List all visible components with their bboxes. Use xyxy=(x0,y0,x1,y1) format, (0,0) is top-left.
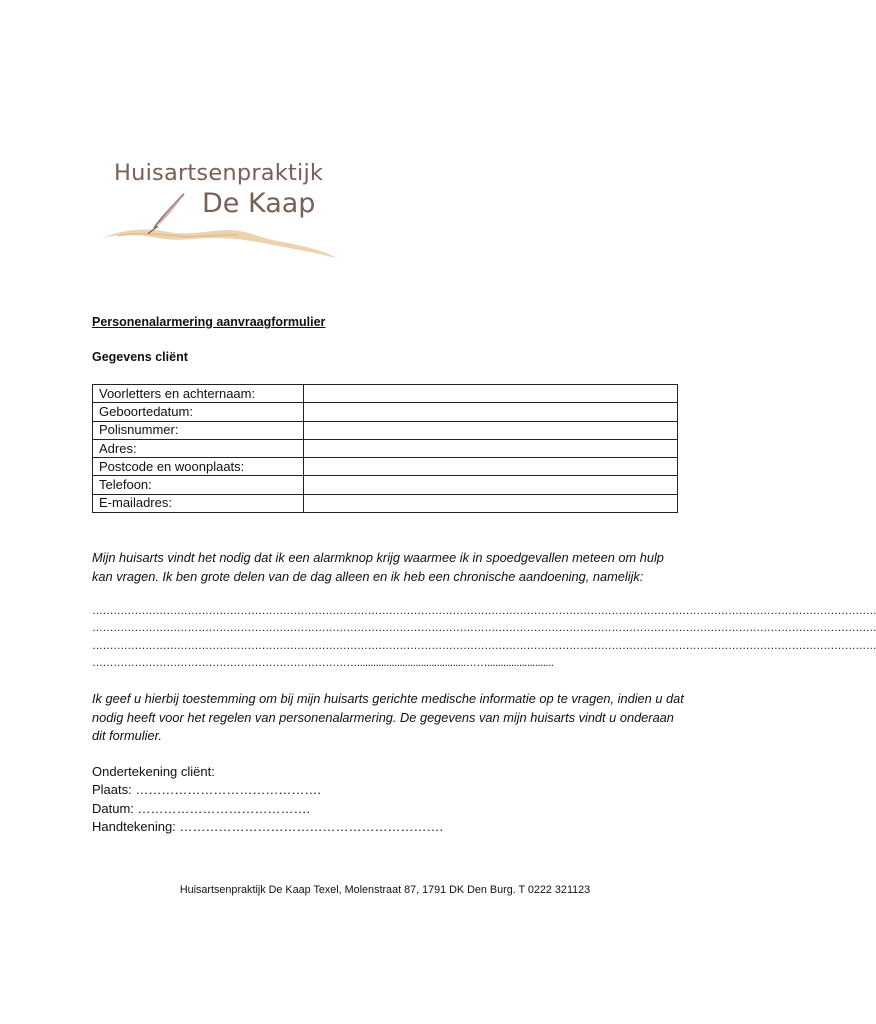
table-row xyxy=(93,439,678,457)
signature-section xyxy=(92,763,443,836)
logo-title-line2: De Kaap xyxy=(202,188,316,219)
table-row xyxy=(93,458,678,476)
condition-fill-lines xyxy=(92,603,876,672)
field-label: Adres: xyxy=(93,439,304,457)
date-field[interactable]: Datum: …………………………………. xyxy=(92,800,311,816)
field-input[interactable] xyxy=(304,439,678,457)
table-row xyxy=(93,476,678,494)
dotted-line[interactable]: …………………………………………………………………………………………………………………………………………………………………………………………………… xyxy=(92,639,876,652)
condition-statement: Mijn huisarts vindt het nodig dat ik een alarmknop krijg waarmee ik in spoedgevallen meteen om hulp kan vragen. Ik ben grote delen van de dag alleen en ik heb een chronische aandoening, namelijk: xyxy=(92,550,664,584)
dotted-line[interactable]: …………………………………………………………………………………………………………………………………………………………………………………………………… xyxy=(92,622,876,635)
dotted-line[interactable]: ………………………………………………………………….........................................……......................... xyxy=(92,656,554,669)
signature-heading: Ondertekening cliënt: xyxy=(92,764,215,779)
client-data-table xyxy=(92,384,678,513)
place-field[interactable]: Plaats: ……………………………………. xyxy=(92,782,321,798)
logo-title-line1: Huisartsenpraktijk xyxy=(114,160,324,186)
field-label: Polisnummer: xyxy=(93,421,304,439)
footer-contact: Huisartsenpraktijk De Kaap Texel, Molenstraat 87, 1791 DK Den Burg. T 0222 321123 xyxy=(179,884,591,896)
signature-field[interactable]: Handtekening: ……………………………………………………. xyxy=(92,818,444,834)
dotted-line[interactable]: …………………………………………………………………………………………………………………………………………………………………………………………………… xyxy=(92,605,876,617)
field-label: Telefoon: xyxy=(93,476,304,494)
field-label: E-mailadres: xyxy=(93,494,304,512)
field-label: Geboortedatum: xyxy=(93,403,304,421)
field-input[interactable] xyxy=(304,385,678,403)
table-row xyxy=(93,403,678,421)
field-input[interactable] xyxy=(304,494,678,512)
practice-logo xyxy=(98,158,338,262)
table-row xyxy=(93,494,678,512)
document-title: Personenalarmering aanvraagformulier xyxy=(92,315,326,329)
field-label: Postcode en woonplaats: xyxy=(93,458,304,476)
consent-statement: Ik geef u hierbij toestemming om bij mijn huisarts gerichte medische informatie op te vragen, indien u dat nodig heeft voor het regelen van personenalarmering. De gegevens van mijn huisarts vindt u onderaan dit formulier. xyxy=(92,691,684,743)
field-input[interactable] xyxy=(304,421,678,439)
field-input[interactable] xyxy=(304,403,678,421)
table-row xyxy=(93,385,678,403)
field-input[interactable] xyxy=(304,476,678,494)
field-input[interactable] xyxy=(304,458,678,476)
section-title-client-data: Gegevens cliënt xyxy=(92,350,188,364)
field-label: Voorletters en achternaam: xyxy=(93,385,304,403)
table-row xyxy=(93,421,678,439)
